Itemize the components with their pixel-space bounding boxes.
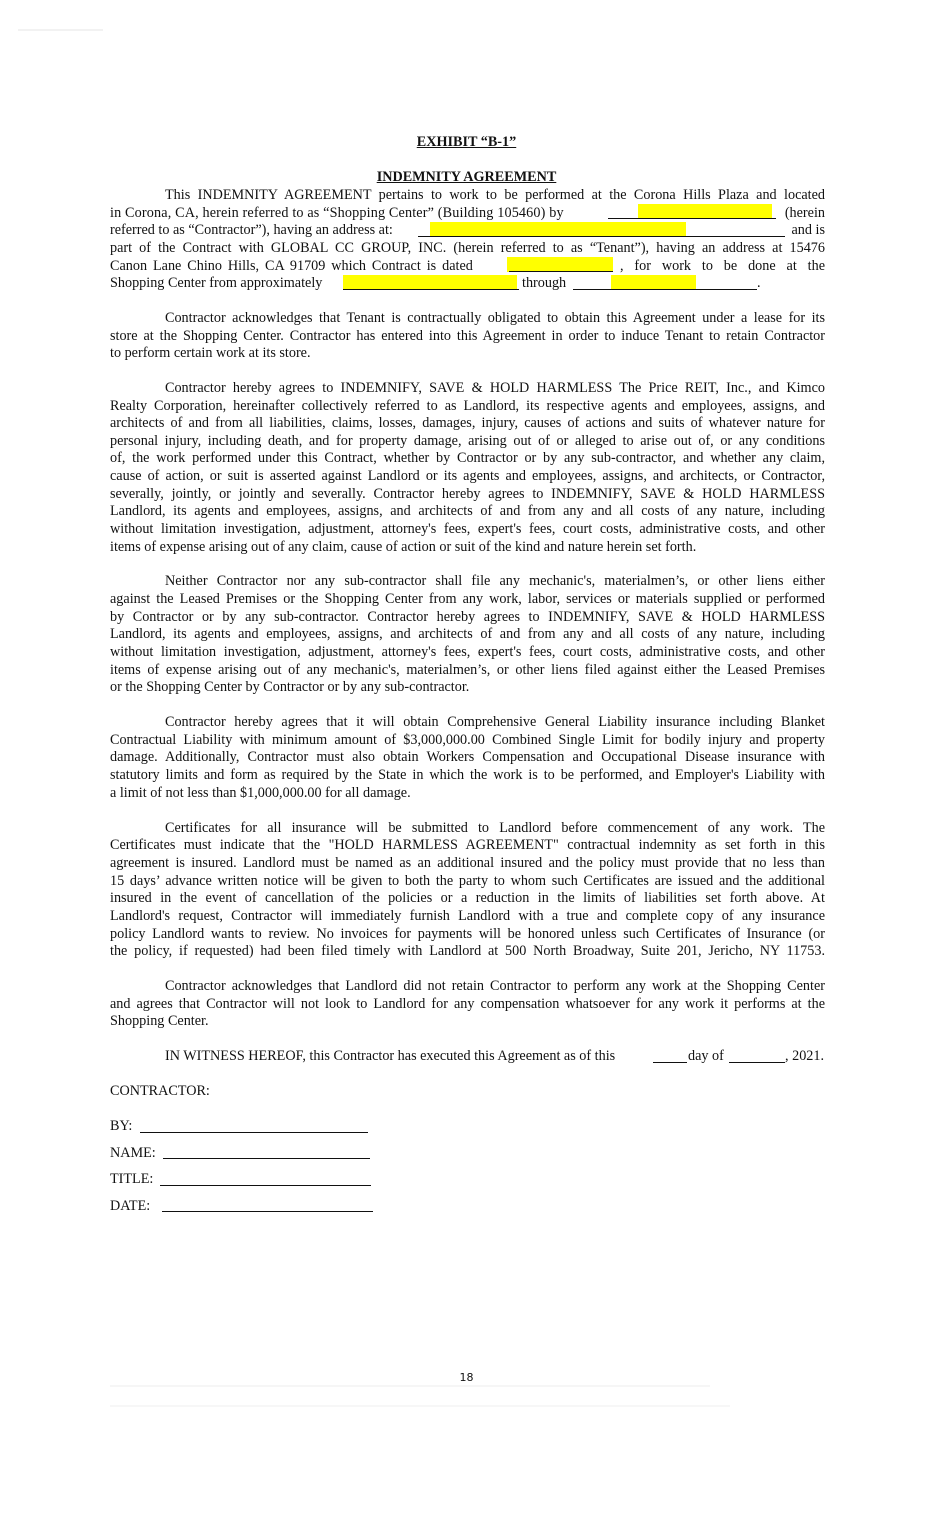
paragraph-line: Landlord's request, Contractor will immediately furnish Landlord with a true and complete copy of any insurance [110, 908, 825, 924]
agreement-title: INDEMNITY AGREEMENT [376, 169, 557, 185]
contractor-name-blank[interactable] [608, 218, 776, 219]
paragraph-line: of, the work performed under this Contract, whether by Contractor or by any sub-contractor, and whether any claim, [110, 450, 825, 466]
exhibit-title: EXHIBIT “B-1” [416, 134, 517, 150]
witness-text: IN WITNESS HEREOF, this Contractor has executed this Agreement as of this [165, 1048, 616, 1064]
paragraph-line: a limit of not less than $1,000,000.00 for all damage. [110, 785, 411, 801]
paragraph-line: to perform certain work at its store. [110, 345, 311, 361]
scan-artifact [18, 29, 103, 31]
contractor-heading: CONTRACTOR: [110, 1083, 210, 1099]
intro-line-4: part of the Contract with GLOBAL CC GROUP, INC. (herein referred to as “Tenant”), having an address at 15476 [110, 240, 825, 256]
intro-text: and is [791, 222, 825, 238]
paragraph-line: policy Landlord wants to review. No invoices for payments will be honored unless such Certificates of Insurance (or [110, 926, 825, 942]
paragraph-line: Landlord, its agents and employees, assigns, and architects of and from any and all costs of any nature, including [110, 503, 825, 519]
start-date-blank[interactable] [343, 289, 519, 290]
intro-line-2 [110, 205, 825, 223]
paragraph-line: damage. Additionally, Contractor must also obtain Workers Compensation and Occupational Disease insurance with [110, 749, 825, 765]
scan-artifact [110, 1385, 710, 1387]
date-field[interactable] [162, 1211, 373, 1212]
paragraph-line: items of expense arising out of any claim, cause of action or suit of the kind and nature herein set forth. [110, 539, 697, 555]
intro-text: in Corona, CA, herein referred to as “Shopping Center” (Building 105460) by [110, 205, 564, 221]
paragraph-line: Certificates for all insurance will be submitted to Landlord before commencement of any work. The [165, 820, 825, 836]
paragraph-line: cause of action, or suit is asserted against Landlord or its agents and employees, assigns, and architects, or Contractor, [110, 468, 825, 484]
day-blank[interactable] [653, 1062, 687, 1063]
paragraph-line: store at the Shopping Center. Contractor has entered into this Agreement in order to induce Tenant to retain Contractor [110, 328, 825, 344]
intro-line-1: This INDEMNITY AGREEMENT pertains to work to be performed at the Corona Hills Plaza and located [165, 187, 825, 203]
paragraph-line: Neither Contractor nor any sub-contractor shall file any mechanic's, materialmen’s, or other liens either [165, 573, 825, 589]
paragraph-line: personal injury, including death, and for property damage, arising out of or alleged to arise out of, or any conditions [110, 433, 825, 449]
title-label: TITLE: [110, 1171, 154, 1187]
paragraph-line: Contractor acknowledges that Tenant is contractually obligated to obtain this Agreement under a lease for its [165, 310, 825, 326]
scan-artifact [110, 1405, 730, 1407]
paragraph-line: Contractor acknowledges that Landlord did not retain Contractor to perform any work at the Shopping Center [165, 978, 825, 994]
paragraph-line: architects of and from all liabilities, claims, losses, damages, injury, causes of actions and suits of whatever nature for [110, 415, 825, 431]
intro-text: Canon Lane Chino Hills, CA 91709 which Contract is dated [110, 258, 473, 274]
paragraph-line: or the Shopping Center by Contractor or by any sub-contractor. [110, 679, 470, 695]
paragraph-line: Contractor hereby agrees to INDEMNIFY, SAVE & HOLD HARMLESS The Price REIT, Inc., and Kimco [165, 380, 825, 396]
date-label: DATE: [110, 1198, 151, 1214]
paragraph-line: Certificates must indicate that the "HOLD HARMLESS AGREEMENT" contractual indemnity as set forth in this [110, 837, 825, 853]
by-label: BY: [110, 1118, 133, 1134]
end-date-blank[interactable] [573, 289, 757, 290]
paragraph-line: Shopping Center. [110, 1013, 209, 1029]
paragraph-line: statutory limits and form as required by the State in which the work is to be performed, and Employer's Liability with [110, 767, 825, 783]
intro-text: . [757, 275, 761, 291]
intro-text: referred to as “Contractor”), having an address at: [110, 222, 393, 238]
paragraph-line: by Contractor or by any sub-contractor. Contractor hereby agrees to INDEMNIFY, SAVE & HOLD HARMLESS [110, 609, 825, 625]
paragraph-line: 15 days’ advance written notice will be given to both the party to whom such Certificates are issued and the additional [110, 873, 825, 889]
witness-text: , 2021. [785, 1048, 825, 1064]
paragraph-line: and agrees that Contractor will not look to Landlord for any compensation whatsoever for any work it performs at the [110, 996, 825, 1012]
paragraph-line: agreement is insured. Landlord must be named as an additional insured and the policy must provide that no less than [110, 855, 825, 871]
paragraph-line: without limitation investigation, adjustment, attorney's fees, expert's fees, court costs, administrative costs, and other [110, 644, 825, 660]
by-signature-field[interactable] [140, 1132, 368, 1133]
witness-text: day of [688, 1048, 724, 1064]
name-field[interactable] [163, 1158, 370, 1159]
paragraph-line: items of expense arising out of any mechanic's, materialmen’s, or other liens filed against either the Leased Premises [110, 662, 825, 678]
contractor-address-blank[interactable] [418, 236, 785, 237]
page-number: 18 [459, 1371, 474, 1384]
paragraph-line: Contractual Liability with minimum amount of $3,000,000.00 Combined Single Limit for bodily injury and property [110, 732, 825, 748]
month-blank[interactable] [729, 1062, 785, 1063]
intro-text: (herein [784, 205, 825, 221]
title-field[interactable] [160, 1185, 371, 1186]
intro-text: Shopping Center from approximately [110, 275, 323, 291]
paragraph-line: against the Leased Premises or the Shopping Center from any work, labor, services or materials supplied or performed [110, 591, 825, 607]
paragraph-line: Landlord, its agents and employees, assigns, and architects of and from any and all costs of any nature, including [110, 626, 825, 642]
paragraph-line: Realty Corporation, hereinafter collectively referred to as Landlord, its respective agents and employees, assigns, and [110, 398, 825, 414]
paragraph-line: insured in the event of cancellation of the policies or a reduction in the limits of liabilities set forth above. At [110, 890, 825, 906]
intro-text: , for work to be done at the [620, 258, 825, 274]
paragraph-line: the policy, if requested) had been filed timely with Landlord at 500 North Broadway, Suite 201, Jericho, NY 11753. [110, 943, 825, 959]
contract-date-blank[interactable] [509, 271, 613, 272]
paragraph-line: without limitation investigation, adjustment, attorney's fees, expert's fees, court costs, administrative costs, and other [110, 521, 825, 537]
name-label: NAME: [110, 1145, 156, 1161]
paragraph-line: Contractor hereby agrees that it will obtain Comprehensive General Liability insurance including Blanket [165, 714, 825, 730]
intro-text: through [522, 275, 567, 291]
paragraph-line: severally, jointly, or jointly and severally. Contractor hereby agrees to INDEMNIFY, SAVE & HOLD HARMLESS [110, 486, 825, 502]
